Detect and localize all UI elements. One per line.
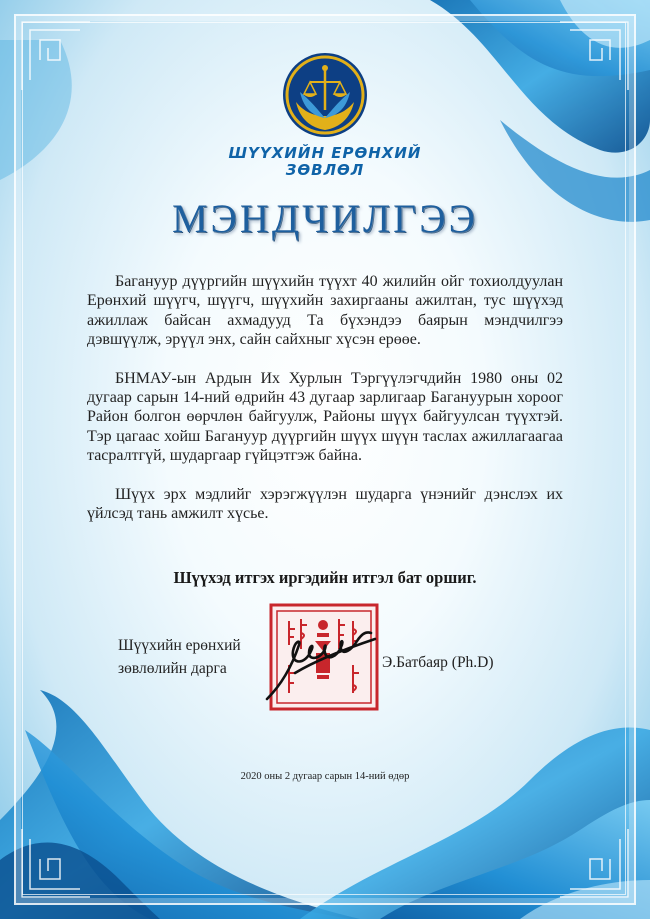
signer-position: [118, 634, 278, 680]
official-seal-with-signature: [265, 603, 381, 711]
organization-name: [175, 145, 475, 179]
paragraph-3: Шүүх эрх мэдлийг хэрэгжүүлэн шударга үнэнийг дэнслэх их үйлсэд тань амжилт хүсье.: [87, 485, 563, 523]
judicial-council-emblem-icon: [282, 52, 368, 138]
document-date: 2020 оны 2 дугаар сарын 14-ний өдөр: [240, 771, 410, 782]
signer-name: Э.Батбаяр (Ph.D): [382, 654, 494, 671]
signer-position-line1: Шүүхийн ерөнхий: [118, 637, 241, 654]
organization-name-line1: ШҮҮХИЙН ЕРӨНХИЙ: [228, 144, 422, 162]
paragraph-1: Багануур дүүргийн шүүхийн түүхт 40 жилийн ойг тохиолдуулан Ерөнхий шүүгч, шүүгч, шүүхийн захиргааны ажилтан, тус шүүхэд ажиллаж байсан ахмадууд Та бүхэндээ баярын мэндчилгээ дэвшүүлж, эрүүл энх, сайн сайхныг хүсэн ерөөе.: [87, 273, 563, 349]
signer-position-line2: зөвлөлийн дарга: [118, 660, 227, 677]
organization-name-line2: ЗӨВЛӨЛ: [285, 161, 365, 179]
paragraph-2: БНМАУ-ын Ардын Их Хурлын Тэргүүлэгчдийн 1980 оны 02 дугаар сарын 14-ний өдрийн 43 дугаар зарлигаар Багануурын хороог Район болгон өөрчлөн байгуулж, Районы шүүх байгуулсан түүхтэй. Тэр цагаас хойш Багануур дүүргийн шүүх шүүн таслах ажиллагаагаа тасралтгүй, шударгаар гүйцэтгэж байна.: [87, 369, 563, 465]
motto: Шүүхэд итгэх иргэдийн итгэл бат оршиг.: [173, 568, 477, 587]
document-title: МЭНДЧИЛГЭЭ: [171, 196, 479, 241]
letter-body: [87, 272, 563, 542]
